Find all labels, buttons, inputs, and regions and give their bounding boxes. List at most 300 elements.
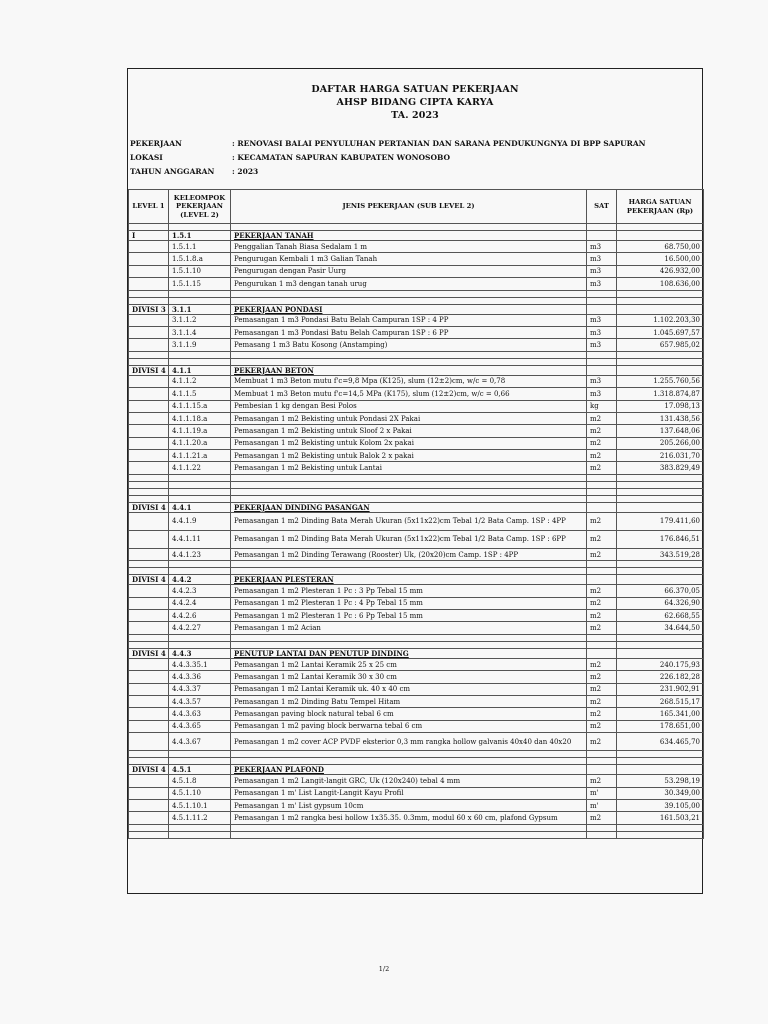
empty-cell — [169, 495, 231, 502]
empty-cell — [617, 575, 704, 585]
empty-cell — [587, 575, 617, 585]
item-description: Pemasangan 1 m2 Dinding Batu Tempel Hitam — [231, 695, 587, 707]
spacer-row — [129, 358, 704, 365]
item-description: Pemasangan 1 m3 Pondasi Batu Belah Campuran 1SP : 4 PP — [231, 314, 587, 326]
item-description: Pengurugan dengan Pasir Uurg — [231, 265, 587, 277]
section-name: PEKERJAAN DINDING PASANGAN — [231, 502, 587, 512]
item-code: 4.4.3.57 — [169, 695, 231, 707]
item-price: 30.349,00 — [617, 787, 704, 799]
item-price: 240.175,93 — [617, 658, 704, 670]
empty-cell — [129, 388, 169, 400]
section-code: 3.1.1 — [169, 304, 231, 314]
item-description: Pemasangan 1 m2 Dinding Bata Merah Ukuran (5x11x22)cm Tebal 1/2 Bata Camp. 1SP : 4PP — [231, 512, 587, 530]
item-price: 62.668,55 — [617, 610, 704, 622]
empty-cell — [587, 751, 617, 758]
empty-cell — [169, 751, 231, 758]
section-code: 4.1.1 — [169, 365, 231, 375]
empty-cell — [587, 495, 617, 502]
empty-cell — [129, 278, 169, 290]
item-code: 4.5.1.8 — [169, 775, 231, 787]
table-row — [129, 512, 704, 530]
item-description: Pemasangan 1 m2 Plesteran 1 Pc : 4 Pp Tebal 15 mm — [231, 597, 587, 609]
empty-cell — [129, 265, 169, 277]
empty-cell — [169, 561, 231, 568]
item-description: Pemasangan 1 m2 Langit-langit GRC, Uk (120x240) tebal 4 mm — [231, 775, 587, 787]
section-level1: I — [129, 231, 169, 241]
empty-cell — [617, 290, 704, 297]
item-unit: m3 — [587, 388, 617, 400]
item-description: Pemasangan 1 m2 Dinding Terawang (Rooster) Uk, (20x20)cm Camp. 1SP : 4PP — [231, 548, 587, 560]
table-row — [129, 597, 704, 609]
empty-cell — [231, 831, 587, 838]
info-value-lokasi: : KECAMATAN SAPURAN KABUPATEN WONOSOBO — [232, 153, 450, 162]
item-description: Pemasangan 1 m2 Bekisting untuk Sloof 2 x Pakai — [231, 425, 587, 437]
empty-cell — [129, 412, 169, 424]
item-code: 1.5.1.8.a — [169, 253, 231, 265]
item-price: 64.326,90 — [617, 597, 704, 609]
item-code: 4.4.3.35.1 — [169, 658, 231, 670]
spacer-row — [129, 297, 704, 304]
item-code: 4.4.3.36 — [169, 671, 231, 683]
header-jenis: JENIS PEKERJAAN (SUB LEVEL 2) — [231, 190, 587, 224]
empty-cell — [169, 641, 231, 648]
section-name: PENUTUP LANTAI DAN PENUTUP DINDING — [231, 648, 587, 658]
empty-cell — [129, 297, 169, 304]
empty-cell — [617, 224, 704, 231]
item-unit: m2 — [587, 597, 617, 609]
empty-cell — [587, 365, 617, 375]
item-unit: m2 — [587, 671, 617, 683]
item-code: 4.1.1.19.a — [169, 425, 231, 437]
item-unit: m3 — [587, 326, 617, 338]
empty-cell — [129, 634, 169, 641]
info-value-pekerjaan: : RENOVASI BALAI PENYULUHAN PERTANIAN DAN SARANA PENDUKUNGNYA DI BPP SAPURAN — [232, 139, 646, 148]
empty-cell — [231, 488, 587, 495]
item-description: Pemasangan 1 m2 Lantai Keramik uk. 40 x 40 cm — [231, 683, 587, 695]
empty-cell — [587, 765, 617, 775]
item-unit: m' — [587, 799, 617, 811]
table-row — [129, 278, 704, 290]
table-row — [129, 388, 704, 400]
item-code: 3.1.1.4 — [169, 326, 231, 338]
empty-cell — [617, 824, 704, 831]
empty-cell — [169, 634, 231, 641]
item-unit: m2 — [587, 733, 617, 751]
item-unit: m2 — [587, 775, 617, 787]
table-row — [129, 787, 704, 799]
empty-cell — [129, 530, 169, 548]
empty-cell — [617, 502, 704, 512]
empty-cell — [231, 481, 587, 488]
empty-cell — [617, 365, 704, 375]
empty-cell — [617, 634, 704, 641]
spacer-row — [129, 290, 704, 297]
empty-cell — [231, 297, 587, 304]
item-price: 68.750,00 — [617, 241, 704, 253]
empty-cell — [129, 720, 169, 732]
spacer-row — [129, 751, 704, 758]
item-description: Pemasangan 1 m2 cover ACP PVDF eksterior 0,3 mm rangka hollow galvanis 40x40 dan 40x20 — [231, 733, 587, 751]
page-number: 1/2 — [378, 965, 390, 973]
item-description: Pemasangan 1 m2 Dinding Bata Merah Ukuran (5x11x22)cm Tebal 1/2 Bata Camp. 1SP : 6PP — [231, 530, 587, 548]
empty-cell — [231, 495, 587, 502]
empty-cell — [129, 512, 169, 530]
item-price: 178.651,00 — [617, 720, 704, 732]
empty-cell — [169, 474, 231, 481]
empty-cell — [169, 831, 231, 838]
item-unit: m' — [587, 787, 617, 799]
item-price: 634.465,70 — [617, 733, 704, 751]
spacer-row — [129, 824, 704, 831]
table-row — [129, 733, 704, 751]
item-price: 53.298,19 — [617, 775, 704, 787]
item-unit: m3 — [587, 241, 617, 253]
empty-cell — [587, 831, 617, 838]
spacer-row — [129, 641, 704, 648]
item-unit: m3 — [587, 339, 617, 351]
empty-cell — [129, 253, 169, 265]
item-unit: m3 — [587, 314, 617, 326]
empty-cell — [587, 634, 617, 641]
empty-cell — [129, 561, 169, 568]
item-price: 205.266,00 — [617, 437, 704, 449]
section-level1: DIVISI 4 — [129, 648, 169, 658]
section-code: 1.5.1 — [169, 231, 231, 241]
empty-cell — [129, 241, 169, 253]
empty-cell — [129, 568, 169, 575]
item-code: 4.4.3.67 — [169, 733, 231, 751]
item-unit: m2 — [587, 530, 617, 548]
spacer-row — [129, 488, 704, 495]
empty-cell — [129, 474, 169, 481]
item-price: 216.031,70 — [617, 450, 704, 462]
empty-cell — [129, 585, 169, 597]
table-row — [129, 658, 704, 670]
item-description: Pemasangan 1 m2 Bekisting untuk Balok 2 x pakai — [231, 450, 587, 462]
empty-cell — [129, 641, 169, 648]
item-price: 343.519,28 — [617, 548, 704, 560]
table-header-row — [129, 190, 704, 224]
item-unit: m3 — [587, 375, 617, 387]
table-row — [129, 708, 704, 720]
header-level2: KELEOMPOK PEKERJAAN (LEVEL 2) — [169, 190, 231, 224]
item-unit: m2 — [587, 658, 617, 670]
empty-cell — [169, 351, 231, 358]
item-description: Penggalian Tanah Biasa Sedalam 1 m — [231, 241, 587, 253]
section-row — [129, 304, 704, 314]
item-unit: m2 — [587, 512, 617, 530]
empty-cell — [587, 474, 617, 481]
item-price: 176.846,51 — [617, 530, 704, 548]
empty-cell — [231, 751, 587, 758]
empty-cell — [231, 758, 587, 765]
empty-cell — [617, 474, 704, 481]
empty-cell — [587, 758, 617, 765]
empty-cell — [587, 351, 617, 358]
item-description: Membuat 1 m3 Beton mutu f'c=14,5 MPa (K175), slum (12±2)cm, w/c = 0,66 — [231, 388, 587, 400]
item-price: 268.515,17 — [617, 695, 704, 707]
item-unit: m2 — [587, 450, 617, 462]
document-sheet — [127, 68, 703, 894]
doc-title-line3: TA. 2023 — [391, 110, 439, 121]
item-code: 4.4.2.3 — [169, 585, 231, 597]
item-code: 4.4.1.23 — [169, 548, 231, 560]
item-description: Pemasangan 1 m2 Lantai Keramik 30 x 30 cm — [231, 671, 587, 683]
item-code: 4.1.1.15.a — [169, 400, 231, 412]
item-price: 161.503,21 — [617, 812, 704, 824]
table-row — [129, 412, 704, 424]
empty-cell — [129, 450, 169, 462]
spacer-row — [129, 758, 704, 765]
spacer-row — [129, 634, 704, 641]
item-unit: m3 — [587, 278, 617, 290]
empty-cell — [231, 824, 587, 831]
empty-cell — [129, 610, 169, 622]
item-unit: m2 — [587, 548, 617, 560]
item-code: 4.1.1.20.a — [169, 437, 231, 449]
empty-cell — [617, 495, 704, 502]
empty-cell — [587, 568, 617, 575]
section-code: 4.4.2 — [169, 575, 231, 585]
item-price: 657.985,02 — [617, 339, 704, 351]
table-row — [129, 437, 704, 449]
empty-cell — [129, 326, 169, 338]
item-price: 16.500,00 — [617, 253, 704, 265]
item-code: 4.4.3.63 — [169, 708, 231, 720]
table-row — [129, 548, 704, 560]
item-description: Pemasangan 1 m2 Plesteran 1 Pc : 3 Pp Tebal 15 mm — [231, 585, 587, 597]
item-description: Pengurukan 1 m3 dengan tanah urug — [231, 278, 587, 290]
table-row — [129, 530, 704, 548]
empty-cell — [231, 351, 587, 358]
item-description: Pembesian 1 kg dengan Besi Polos — [231, 400, 587, 412]
empty-cell — [129, 733, 169, 751]
empty-cell — [129, 488, 169, 495]
empty-cell — [129, 400, 169, 412]
empty-cell — [129, 683, 169, 695]
section-level1: DIVISI 3 — [129, 304, 169, 314]
section-name: PEKERJAAN PONDASI — [231, 304, 587, 314]
empty-cell — [231, 634, 587, 641]
empty-cell — [231, 568, 587, 575]
empty-cell — [169, 358, 231, 365]
empty-cell — [617, 758, 704, 765]
item-unit: m2 — [587, 462, 617, 474]
empty-cell — [617, 358, 704, 365]
empty-cell — [129, 622, 169, 634]
item-code: 4.1.1.18.a — [169, 412, 231, 424]
item-description: Pengurugan Kembali 1 m3 Galian Tanah — [231, 253, 587, 265]
empty-cell — [617, 751, 704, 758]
empty-cell — [129, 597, 169, 609]
empty-cell — [169, 758, 231, 765]
table-row — [129, 799, 704, 811]
item-description: Pemasangan 1 m2 paving block berwarna tebal 6 cm — [231, 720, 587, 732]
item-price: 137.648,06 — [617, 425, 704, 437]
spacer-row — [129, 568, 704, 575]
section-code: 4.4.1 — [169, 502, 231, 512]
empty-cell — [129, 425, 169, 437]
empty-cell — [587, 290, 617, 297]
item-code: 4.5.1.10.1 — [169, 799, 231, 811]
table-row — [129, 375, 704, 387]
empty-cell — [129, 462, 169, 474]
empty-cell — [587, 231, 617, 241]
empty-cell — [129, 548, 169, 560]
info-value-tahun: : 2023 — [232, 167, 259, 176]
item-price: 426.932,00 — [617, 265, 704, 277]
empty-cell — [129, 351, 169, 358]
header-level1: LEVEL 1 — [129, 190, 169, 224]
section-code: 4.4.3 — [169, 648, 231, 658]
item-price: 231.902,91 — [617, 683, 704, 695]
empty-cell — [587, 502, 617, 512]
item-description: Pemasangan paving block natural tebal 6 cm — [231, 708, 587, 720]
item-price: 17.098,13 — [617, 400, 704, 412]
section-row — [129, 575, 704, 585]
item-code: 1.5.1.10 — [169, 265, 231, 277]
section-level1: DIVISI 4 — [129, 502, 169, 512]
item-code: 4.4.2.6 — [169, 610, 231, 622]
table-row — [129, 622, 704, 634]
table-row — [129, 241, 704, 253]
spacer-row — [129, 495, 704, 502]
spacer-row — [129, 224, 704, 231]
item-unit: kg — [587, 400, 617, 412]
empty-cell — [231, 641, 587, 648]
empty-cell — [587, 297, 617, 304]
item-code: 4.5.1.11.2 — [169, 812, 231, 824]
empty-cell — [587, 481, 617, 488]
empty-cell — [129, 758, 169, 765]
item-code: 4.1.1.5 — [169, 388, 231, 400]
item-description: Pemasangan 1 m2 Acian — [231, 622, 587, 634]
section-level1: DIVISI 4 — [129, 365, 169, 375]
item-unit: m3 — [587, 265, 617, 277]
table-row — [129, 425, 704, 437]
section-row — [129, 648, 704, 658]
empty-cell — [129, 339, 169, 351]
empty-cell — [129, 314, 169, 326]
item-code: 4.4.3.37 — [169, 683, 231, 695]
item-description: Pemasangan 1 m2 Lantai Keramik 25 x 25 cm — [231, 658, 587, 670]
item-description: Pemasangan 1 m' List gypsum 10cm — [231, 799, 587, 811]
item-price: 1.045.697,57 — [617, 326, 704, 338]
item-unit: m2 — [587, 695, 617, 707]
item-price: 108.636,00 — [617, 278, 704, 290]
section-code: 4.5.1 — [169, 765, 231, 775]
item-unit: m2 — [587, 812, 617, 824]
empty-cell — [129, 824, 169, 831]
empty-cell — [129, 671, 169, 683]
item-description: Pemasangan 1 m2 Bekisting untuk Pondasi 2X Pakai — [231, 412, 587, 424]
item-code: 4.4.2.27 — [169, 622, 231, 634]
empty-cell — [617, 304, 704, 314]
spacer-row — [129, 351, 704, 358]
empty-cell — [169, 568, 231, 575]
item-code: 4.4.1.9 — [169, 512, 231, 530]
empty-cell — [617, 351, 704, 358]
empty-cell — [587, 224, 617, 231]
item-unit: m2 — [587, 412, 617, 424]
empty-cell — [617, 231, 704, 241]
empty-cell — [231, 561, 587, 568]
item-unit: m2 — [587, 437, 617, 449]
table-row — [129, 450, 704, 462]
empty-cell — [129, 787, 169, 799]
item-description: Pemasangan 1 m2 rangka besi hollow 1x35.35. 0.3mm, modul 60 x 60 cm, plafond Gypsum — [231, 812, 587, 824]
item-unit: m3 — [587, 253, 617, 265]
table-row — [129, 610, 704, 622]
empty-cell — [129, 799, 169, 811]
item-price: 34.644,50 — [617, 622, 704, 634]
empty-cell — [129, 695, 169, 707]
empty-cell — [617, 765, 704, 775]
item-code: 4.4.3.65 — [169, 720, 231, 732]
empty-cell — [587, 488, 617, 495]
doc-title-line1: DAFTAR HARGA SATUAN PEKERJAAN — [311, 84, 519, 95]
section-row — [129, 765, 704, 775]
item-price: 179.411,60 — [617, 512, 704, 530]
empty-cell — [169, 481, 231, 488]
spacer-row — [129, 481, 704, 488]
item-code: 4.1.1.22 — [169, 462, 231, 474]
empty-cell — [129, 708, 169, 720]
header-sat: SAT — [587, 190, 617, 224]
empty-cell — [231, 224, 587, 231]
empty-cell — [169, 297, 231, 304]
empty-cell — [231, 474, 587, 481]
section-level1: DIVISI 4 — [129, 575, 169, 585]
item-unit: m2 — [587, 610, 617, 622]
empty-cell — [587, 641, 617, 648]
empty-cell — [617, 641, 704, 648]
empty-cell — [129, 224, 169, 231]
section-name: PEKERJAAN TANAH — [231, 231, 587, 241]
item-price: 383.829,49 — [617, 462, 704, 474]
empty-cell — [617, 648, 704, 658]
empty-cell — [617, 481, 704, 488]
table-row — [129, 400, 704, 412]
item-price: 1.102.203,30 — [617, 314, 704, 326]
empty-cell — [587, 304, 617, 314]
table-row — [129, 775, 704, 787]
empty-cell — [587, 824, 617, 831]
table-row — [129, 253, 704, 265]
item-description: Pemasangan 1 m2 Bekisting untuk Kolom 2x pakai — [231, 437, 587, 449]
empty-cell — [617, 297, 704, 304]
item-description: Pemasangan 1 m3 Pondasi Batu Belah Campuran 1SP : 6 PP — [231, 326, 587, 338]
table-row — [129, 812, 704, 824]
empty-cell — [587, 358, 617, 365]
empty-cell — [129, 375, 169, 387]
info-label-pekerjaan: PEKERJAAN — [130, 139, 182, 148]
table-row — [129, 462, 704, 474]
item-unit: m2 — [587, 425, 617, 437]
spacer-row — [129, 561, 704, 568]
item-price: 1.318.874,87 — [617, 388, 704, 400]
header-harga: HARGA SATUAN PEKERJAAN (Rp) — [617, 190, 704, 224]
item-description: Pemasangan 1 m' List Langit-Langit Kayu Profil — [231, 787, 587, 799]
item-unit: m2 — [587, 720, 617, 732]
empty-cell — [587, 648, 617, 658]
item-unit: m2 — [587, 683, 617, 695]
item-unit: m2 — [587, 622, 617, 634]
empty-cell — [129, 775, 169, 787]
empty-cell — [129, 358, 169, 365]
item-code: 1.5.1.1 — [169, 241, 231, 253]
empty-cell — [129, 495, 169, 502]
